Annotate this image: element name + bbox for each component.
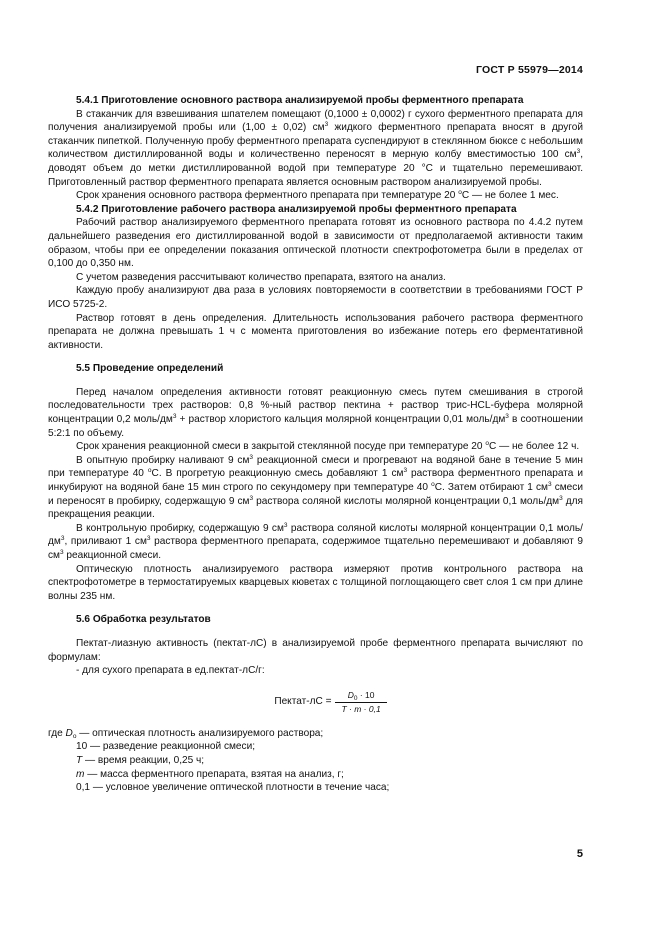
section-5-5-paragraph-2: Срок хранения реакционной смеси в закрытой стеклянной посуде при температуре 20 $^о$С — не более 12 ч.: [76, 440, 580, 453]
formula-definition-dilution: 10 — разведение реакционной смеси;: [76, 741, 256, 753]
formula-definition-time: T — время реакции, 0,25 ч;: [76, 754, 205, 766]
section-5-4-2-heading: 5.4.2 Приготовление рабочего раствора анализируемой пробы ферментного препарата: [76, 203, 517, 215]
section-5-4-1-paragraph-1: В стаканчик для взвешивания шпателем помещают (0,1000 ± 0,0002) г сухого ферментного препарата для получения анализируемой пробы или (1,00 ± 0,02) $см^3$ жидкого ферментного препарата вносят в другой стаканчик пипеткой. Полученную пробу ферментного препарата суспендируют в стеклянном бюксе с небольшим количеством дистиллированной воды и количественно переносят в мерную колбу вместимостью 100 $см^3$, доводят объем до метки дистиллированной водой при температуре 20 °С и тщательно перемешивают. Приготовленный раствор ферментного препарата является основным раствором анализируемой пробы.: [48, 108, 583, 188]
section-5-4-2-paragraph-2: С учетом разведения рассчитывают количество препарата, взятого на анализ.: [76, 271, 446, 283]
section-5-6-paragraph-1: Пектат-лиазную активность (пектат-лС) в анализируемой пробе ферментного препарата вычисляют по формулам:: [48, 637, 583, 663]
section-5-6-heading: 5.6 Обработка результатов: [76, 614, 211, 626]
formula-numerator: $D_0 \cdot 10$: [347, 689, 375, 702]
section-5-5-heading: 5.5 Проведение определений: [76, 363, 224, 375]
section-5-5-paragraph-1: Перед началом определения активности готовят реакционную смесь путем смешивания в строгой последовательности трех растворов: 0,8 %-ный раствор пектина + раствор трис-HCL-буфера молярной концентрации 0,2 моль/$дм^3$ + раствор хлористого кальция молярной концентрации 0,01 моль/$дм^3$ в соотношении 5:2:1 по объему.: [48, 386, 583, 439]
section-5-4-2-paragraph-4: Раствор готовят в день определения. Длительность использования рабочего раствора ферментного препарата не должна превышать 1 ч с момента приготовления во избежание потерь его ферментативной активности.: [48, 312, 583, 351]
document-standard-id: ГОСТ Р 55979—2014: [475, 64, 583, 76]
section-5-4-1-paragraph-2: Срок хранения основного раствора ферментного препарата при температуре 20 $^о$С — не более 1 мес.: [76, 189, 559, 202]
formula-definition-mass: m — масса ферментного препарата, взятая на анализ, г;: [76, 768, 344, 780]
activity-formula: [48, 690, 583, 715]
section-5-4-1-heading: 5.4.1 Приготовление основного раствора анализируемой пробы ферментного препарата: [76, 95, 524, 106]
section-5-4-2-paragraph-3: Каждую пробу анализируют два раза в условиях повторяемости в соответствии в требованиями ГОСТ Р ИСО 5725-2.: [48, 285, 583, 310]
section-5-6-list-item-dry: - для сухого препарата в ед.пектат-лС/г:: [76, 665, 265, 677]
formula-definition-density-increase: 0,1 — условное увеличение оптической плотности в течение часа;: [76, 782, 390, 794]
document-body: [48, 94, 583, 795]
section-5-5-paragraph-4: В контрольную пробирку, содержащую 9 $см^3$ раствора соляной кислоты молярной концентрации 0,1 моль/$дм^3$, приливают 1 $см^3$ раствора ферментного препарата, содержимое тщательно перемешивают и добавляют 9 $см^3$ реакционной смеси.: [48, 521, 584, 561]
formula-denominator: T · m · 0,1: [335, 702, 386, 715]
formula-fraction: [335, 690, 386, 715]
formula-lhs: Пектат-лС =: [274, 696, 332, 708]
section-5-5-paragraph-5: Оптическую плотность анализируемого раствора измеряют против контрольного раствора на спектрофотометре в термостатируемых кварцевых кюветах с толщиной поглощающего свет слоя 1 см при длине волны 235 нм.: [48, 563, 583, 602]
page-number: 5: [576, 848, 583, 860]
section-5-5-paragraph-3: В опытную пробирку наливают 9 $см^3$ реакционной смеси и прогревают на водяной бане в течение 5 мин при температуре 40 $^о$С. В прогретую реакционную смесь добавляют 1 $см^3$ раствора ферментного препарата и инкубируют на водяной бане 15 мин строго по секундомеру при температуре 40 $^о$С. Затем отбирают 1 $см^3$ смеси и переносят в пробирку, содержащую 9 $см^3$ раствора соляной кислоты молярной концентрации 0,1 моль/$дм^3$ для прекращения реакции.: [48, 453, 584, 521]
formula-where-line: где $D_o$ — оптическая плотность анализируемого раствора;: [48, 727, 324, 740]
section-5-4-2-paragraph-1: Рабочий раствор анализируемого ферментного препарата готовят из основного раствора по 4.4.2 путем дальнейшего разведения его дистиллированной водой в зависимости от предполагаемой активности таким образом, чтобы при ее определении показания оптической плотности спектрофотометра были в пределах от 0,100 до 0,350 нм.: [48, 217, 583, 270]
